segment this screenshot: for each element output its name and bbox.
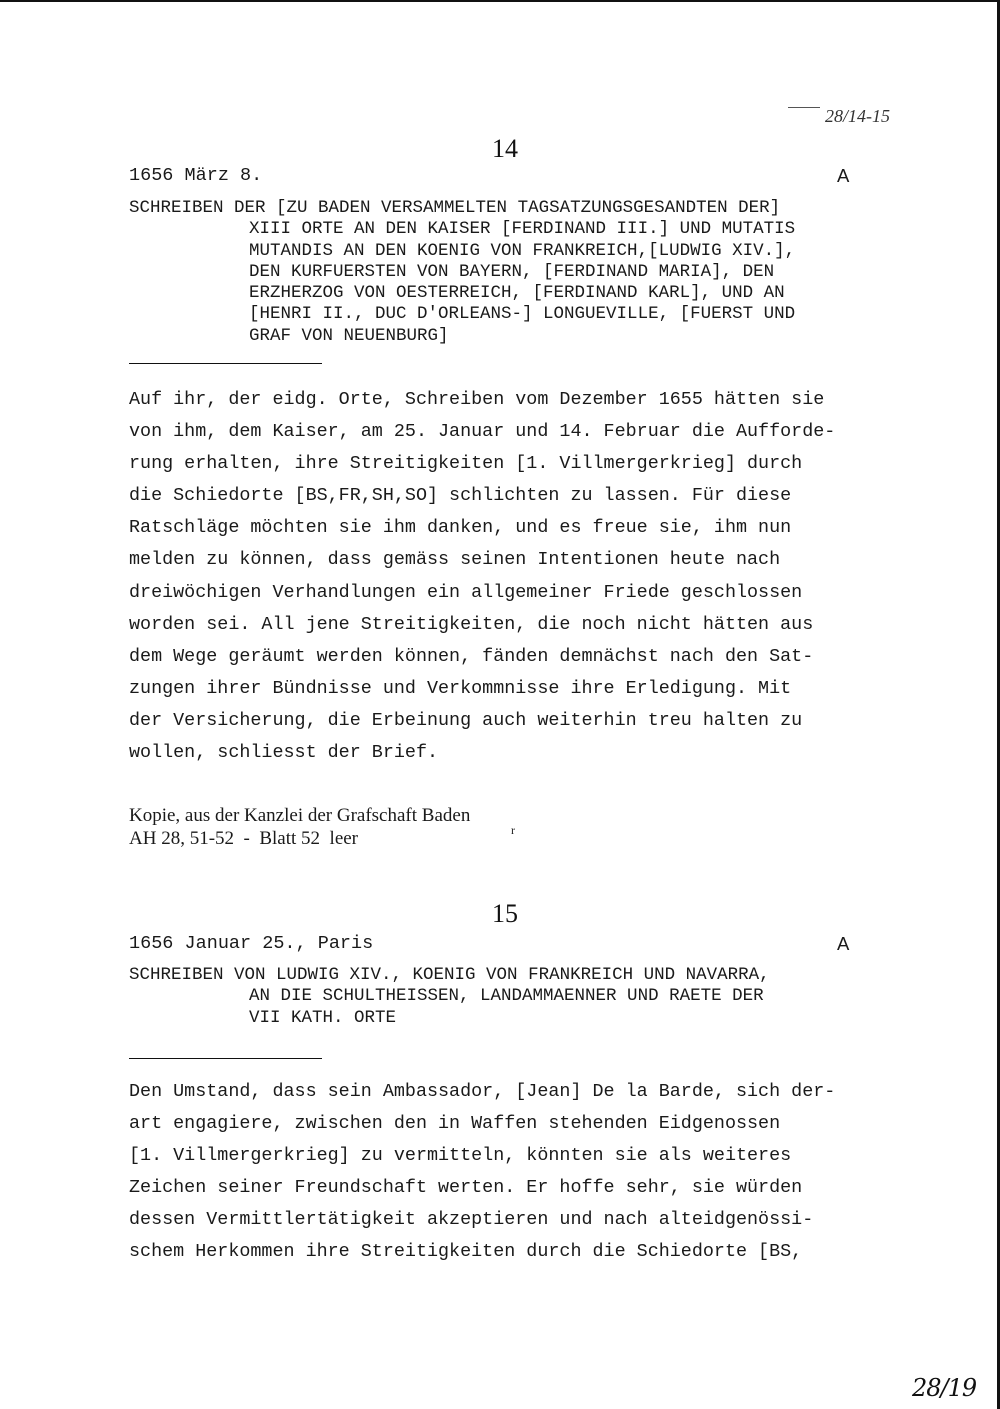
category-15: A — [837, 933, 850, 954]
body-line: Den Umstand, dass sein Ambassador, [Jean] De la Barde, sich der- — [129, 1081, 836, 1102]
heading-15 — [129, 965, 770, 1029]
heading-line: SCHREIBEN DER [ZU BADEN VERSAMMELTEN TAGSATZUNGSGESANDTEN DER] — [129, 198, 781, 218]
heading-line: SCHREIBEN VON LUDWIG XIV., KOENIG VON FRANKREICH UND NAVARRA, — [129, 965, 770, 985]
heading-line: [HENRI II., DUC D'ORLEANS-] LONGUEVILLE, [FUERST UND — [249, 304, 796, 325]
heading-line: VII KATH. ORTE — [249, 1007, 397, 1028]
document-number-15: 15 — [492, 899, 518, 928]
body-line: schem Herkommen ihre Streitigkeiten durch die Schiedorte [BS, — [129, 1241, 803, 1263]
body-line: dem Wege geräumt werden können, fänden demnächst nach den Sat- — [129, 645, 814, 667]
source-line: AH 28, 51-52 - Blatt 52 leer — [129, 828, 359, 849]
body-15 — [129, 1076, 909, 1269]
body-line: zungen ihrer Bündnisse und Verkommnisse ihre Erledigung. Mit — [129, 677, 792, 699]
body-line: Ratschläge möchten sie ihm danken, und es freue sie, ihm nun — [129, 517, 792, 539]
folio-superscript: r — [511, 823, 515, 837]
heading-line: DEN KURFUERSTEN VON BAYERN, [FERDINAND MARIA], DEN — [249, 261, 775, 282]
reference-dash — [788, 107, 820, 108]
source-line: Kopie, aus der Kanzlei der Grafschaft Baden — [129, 805, 471, 826]
body-line: dreiwöchigen Verhandlungen ein allgemeiner Friede geschlossen — [129, 581, 803, 603]
heading-line: ERZHERZOG VON OESTERREICH, [FERDINAND KARL], UND AN — [249, 283, 785, 304]
heading-line: AN DIE SCHULTHEISSEN, LANDAMMAENNER UND RAETE DER — [249, 986, 764, 1007]
body-line: von ihm, dem Kaiser, am 25. Januar und 14. Februar die Aufforde- — [129, 421, 836, 443]
body-line: art engagiere, zwischen den in Waffen stehenden Eidgenossen — [129, 1113, 781, 1135]
heading-line: MUTANDIS AN DEN KOENIG VON FRANKREICH,[LUDWIG XIV.], — [249, 240, 796, 261]
body-line: wollen, schliesst der Brief. — [129, 742, 439, 764]
body-line: Auf ihr, der eidg. Orte, Schreiben vom Dezember 1655 hätten sie — [129, 389, 825, 410]
heading-line: XIII ORTE AN DEN KAISER [FERDINAND III.] UND MUTATIS — [249, 219, 796, 240]
dateline-15: 1656 Januar 25., Paris — [129, 933, 374, 954]
heading-line: GRAF VON NEUENBURG] — [249, 325, 449, 346]
separator-rule-15 — [129, 1058, 322, 1059]
source-note-14 — [129, 804, 515, 850]
body-line: worden sei. All jene Streitigkeiten, die noch nicht hätten aus — [129, 613, 814, 635]
body-line: melden zu können, dass gemäss seinen Intentionen heute nach — [129, 549, 781, 571]
body-line: rung erhalten, ihre Streitigkeiten [1. Villmergerkrieg] durch — [129, 453, 803, 475]
document-number-14: 14 — [492, 134, 518, 163]
category-14: A — [837, 165, 850, 186]
body-line: der Versicherung, die Erbeinung auch weiterhin treu halten zu — [129, 709, 803, 731]
dateline-14: 1656 März 8. — [129, 165, 263, 186]
heading-14 — [129, 198, 795, 347]
body-line: die Schiedorte [BS,FR,SH,SO] schlichten zu lassen. Für diese — [129, 485, 792, 507]
body-line: [1. Villmergerkrieg] zu vermitteln, könnten sie als weiteres — [129, 1145, 792, 1167]
body-14 — [129, 384, 909, 769]
body-line: Zeichen seiner Freundschaft werten. Er hoffe sehr, sie würden — [129, 1177, 803, 1199]
body-line: dessen Vermittlertätigkeit akzeptieren und nach alteidgenössi- — [129, 1209, 814, 1231]
separator-rule-14 — [129, 363, 322, 364]
page-reference: 28/14-15 — [825, 106, 890, 126]
handwritten-page-number: 28/19 — [912, 1374, 977, 1402]
